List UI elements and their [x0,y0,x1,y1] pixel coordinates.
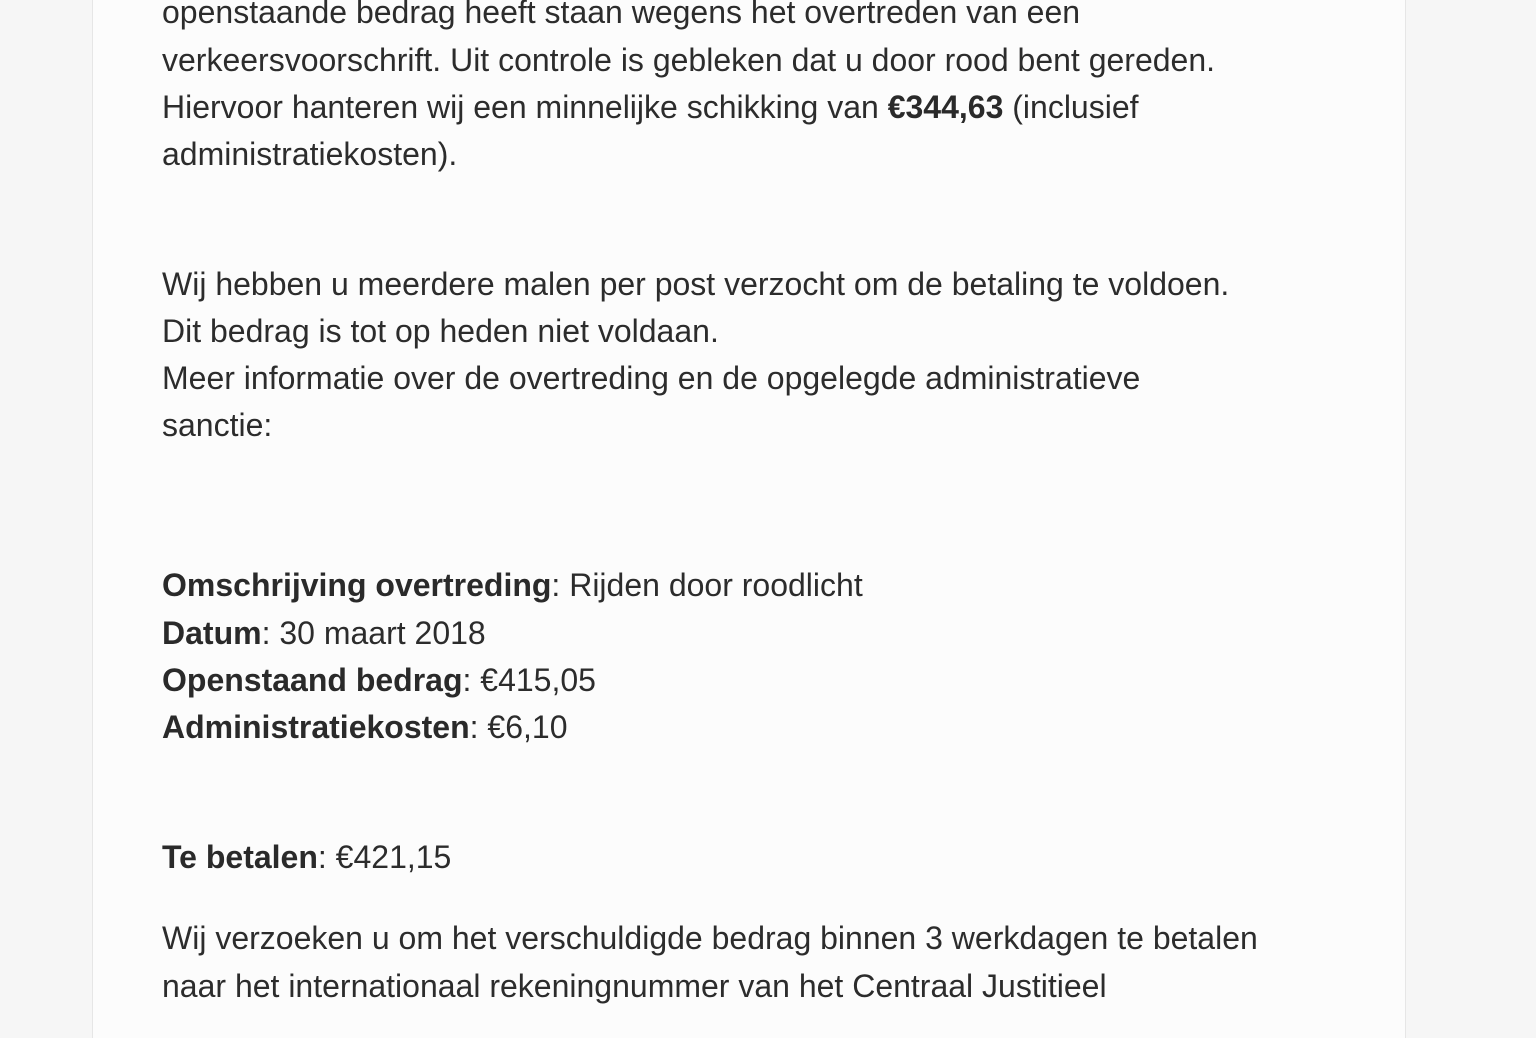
detail-label: Openstaand bedrag [162,662,463,698]
detail-value: €415,05 [480,662,596,698]
detail-label: Datum [162,615,262,651]
detail-value: 30 maart 2018 [279,615,486,651]
detail-sep: : [551,567,570,603]
email-body [92,0,1406,1038]
detail-sep: : [469,709,488,745]
detail-value: Rijden door roodlicht [569,567,863,603]
intro-line-4: administratiekosten). [162,136,458,172]
detail-sep: : [462,662,481,698]
intro-line-3 [162,84,1139,131]
request-line-1: Wij verzoeken u om het verschuldigde bedrag binnen 3 werkdagen te betalen [162,920,1258,956]
detail-date [162,610,486,657]
intro-line-3-tail: (inclusief [1003,89,1139,125]
intro-line-2: verkeersvoorschrift. Uit controle is gebleken dat u door rood bent gereden. [162,42,1216,78]
settlement-amount: €344,63 [887,89,1004,125]
total-sep: : [317,839,336,875]
reminder-line-3: Meer informatie over de overtreding en de opgelegde administratieve [162,360,1141,396]
detail-admin-costs [162,704,567,751]
detail-label: Administratiekosten [162,709,470,745]
total-value: €421,15 [335,839,452,875]
reminder-line-4: sanctie: [162,407,273,443]
detail-label: Omschrijving overtreding [162,567,552,603]
detail-violation [162,562,863,609]
reminder-line-2: Dit bedrag is tot op heden niet voldaan. [162,313,719,349]
total-due [162,834,451,881]
reminder-line-1: Wij hebben u meerdere malen per post verzocht om de betaling te voldoen. [162,266,1230,302]
intro-line-3-text: Hiervoor hanteren wij een minnelijke schikking van [162,89,888,125]
detail-value: €6,10 [487,709,568,745]
total-label: Te betalen [162,839,318,875]
detail-sep: : [261,615,280,651]
detail-outstanding [162,657,596,704]
intro-line-1: openstaande bedrag heeft staan wegens het overtreden van een [162,0,1081,30]
request-line-2: naar het internationaal rekeningnummer van het Centraal Justitieel [162,968,1107,1004]
